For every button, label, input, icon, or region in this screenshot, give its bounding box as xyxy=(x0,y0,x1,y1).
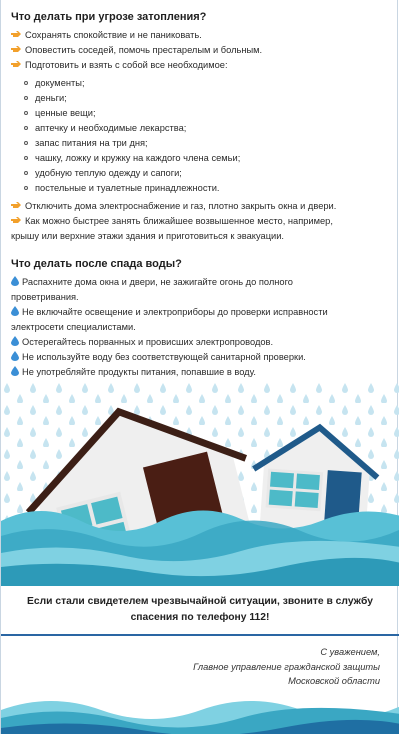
call-line-1: Если стали свидетелем чрезвычайной ситуации, звоните в службу xyxy=(27,596,373,607)
list-item: Не употребляйте продукты питания, попавшие в воду. xyxy=(11,365,328,380)
list-item: Остерегайтесь порванных и провисших электропроводов. xyxy=(11,335,328,350)
list-item: Подготовить и взять с собой все необходимое: xyxy=(11,58,336,73)
flood-illustration xyxy=(1,381,399,586)
divider xyxy=(1,634,399,636)
water-drop-icon xyxy=(11,366,19,376)
circle-bullet-icon xyxy=(24,111,28,115)
circle-bullet-icon xyxy=(24,81,28,85)
list-item: Отключить дома электроснабжение и газ, плотно закрыть окна и двери. xyxy=(11,199,336,214)
before-section xyxy=(1,11,346,244)
circle-bullet-icon xyxy=(24,141,28,145)
circle-bullet-icon xyxy=(24,186,28,190)
call-line-2: спасения по телефону 112! xyxy=(130,612,270,623)
water-drop-icon xyxy=(11,351,19,361)
water-drop-icon xyxy=(11,336,19,346)
signature-line-1: С уважением, xyxy=(320,647,380,657)
circle-bullet-icon xyxy=(24,126,28,130)
sub-list-item: аптечку и необходимые лекарства; xyxy=(11,121,336,136)
list-item: Как можно быстрее занять ближайшее возвышенное место, например, xyxy=(11,214,336,229)
list-item: Не включайте освещение и электроприборы до проверки исправности xyxy=(11,305,328,320)
sub-list-item: деньги; xyxy=(11,91,336,106)
list-item-continuation: электросети специалистами. xyxy=(11,322,136,332)
after-section xyxy=(1,258,338,380)
water-drop-icon xyxy=(11,306,19,316)
list-item: Не используйте воду без соответствующей санитарной проверки. xyxy=(11,350,328,365)
signature-line-2: Главное управление гражданской защиты xyxy=(193,661,380,672)
list-item: Сохранять спокойствие и не паниковать. xyxy=(11,28,336,43)
pointing-hand-icon xyxy=(11,201,22,210)
flooded-houses-image xyxy=(1,381,399,586)
signature-line-3: Московской области xyxy=(288,676,380,686)
after-title: Что делать после спада воды? xyxy=(11,258,182,270)
list-item: Распахните дома окна и двери, не зажигайте огонь до полного xyxy=(11,275,328,290)
sub-list-item: ценные вещи; xyxy=(11,106,336,121)
bottom-wave-decoration xyxy=(1,692,399,734)
sub-list-item: запас питания на три дня; xyxy=(11,136,336,151)
sub-list-item: чашку, ложку и кружку на каждого члена семьи; xyxy=(11,151,336,166)
list-item-continuation: проветривания. xyxy=(11,292,79,302)
signature-block xyxy=(193,645,380,689)
sub-list-item: постельные и туалетные принадлежности. xyxy=(11,181,336,196)
pointing-hand-icon xyxy=(11,30,22,39)
emergency-call-notice xyxy=(1,586,399,634)
circle-bullet-icon xyxy=(24,171,28,175)
pointing-hand-icon xyxy=(11,45,22,54)
list-item-continuation: крышу или верхние этажи здания и приготовиться к эвакуации. xyxy=(11,231,284,241)
before-title: Что делать при угрозе затопления? xyxy=(11,11,207,23)
circle-bullet-icon xyxy=(24,96,28,100)
water-drop-icon xyxy=(11,276,19,286)
pointing-hand-icon xyxy=(11,216,22,225)
sub-list-item: удобную теплую одежду и сапоги; xyxy=(11,166,336,181)
pointing-hand-icon xyxy=(11,60,22,69)
sub-list-item: документы; xyxy=(11,76,336,91)
list-item: Оповестить соседей, помочь престарелым и больным. xyxy=(11,43,336,58)
circle-bullet-icon xyxy=(24,156,28,160)
